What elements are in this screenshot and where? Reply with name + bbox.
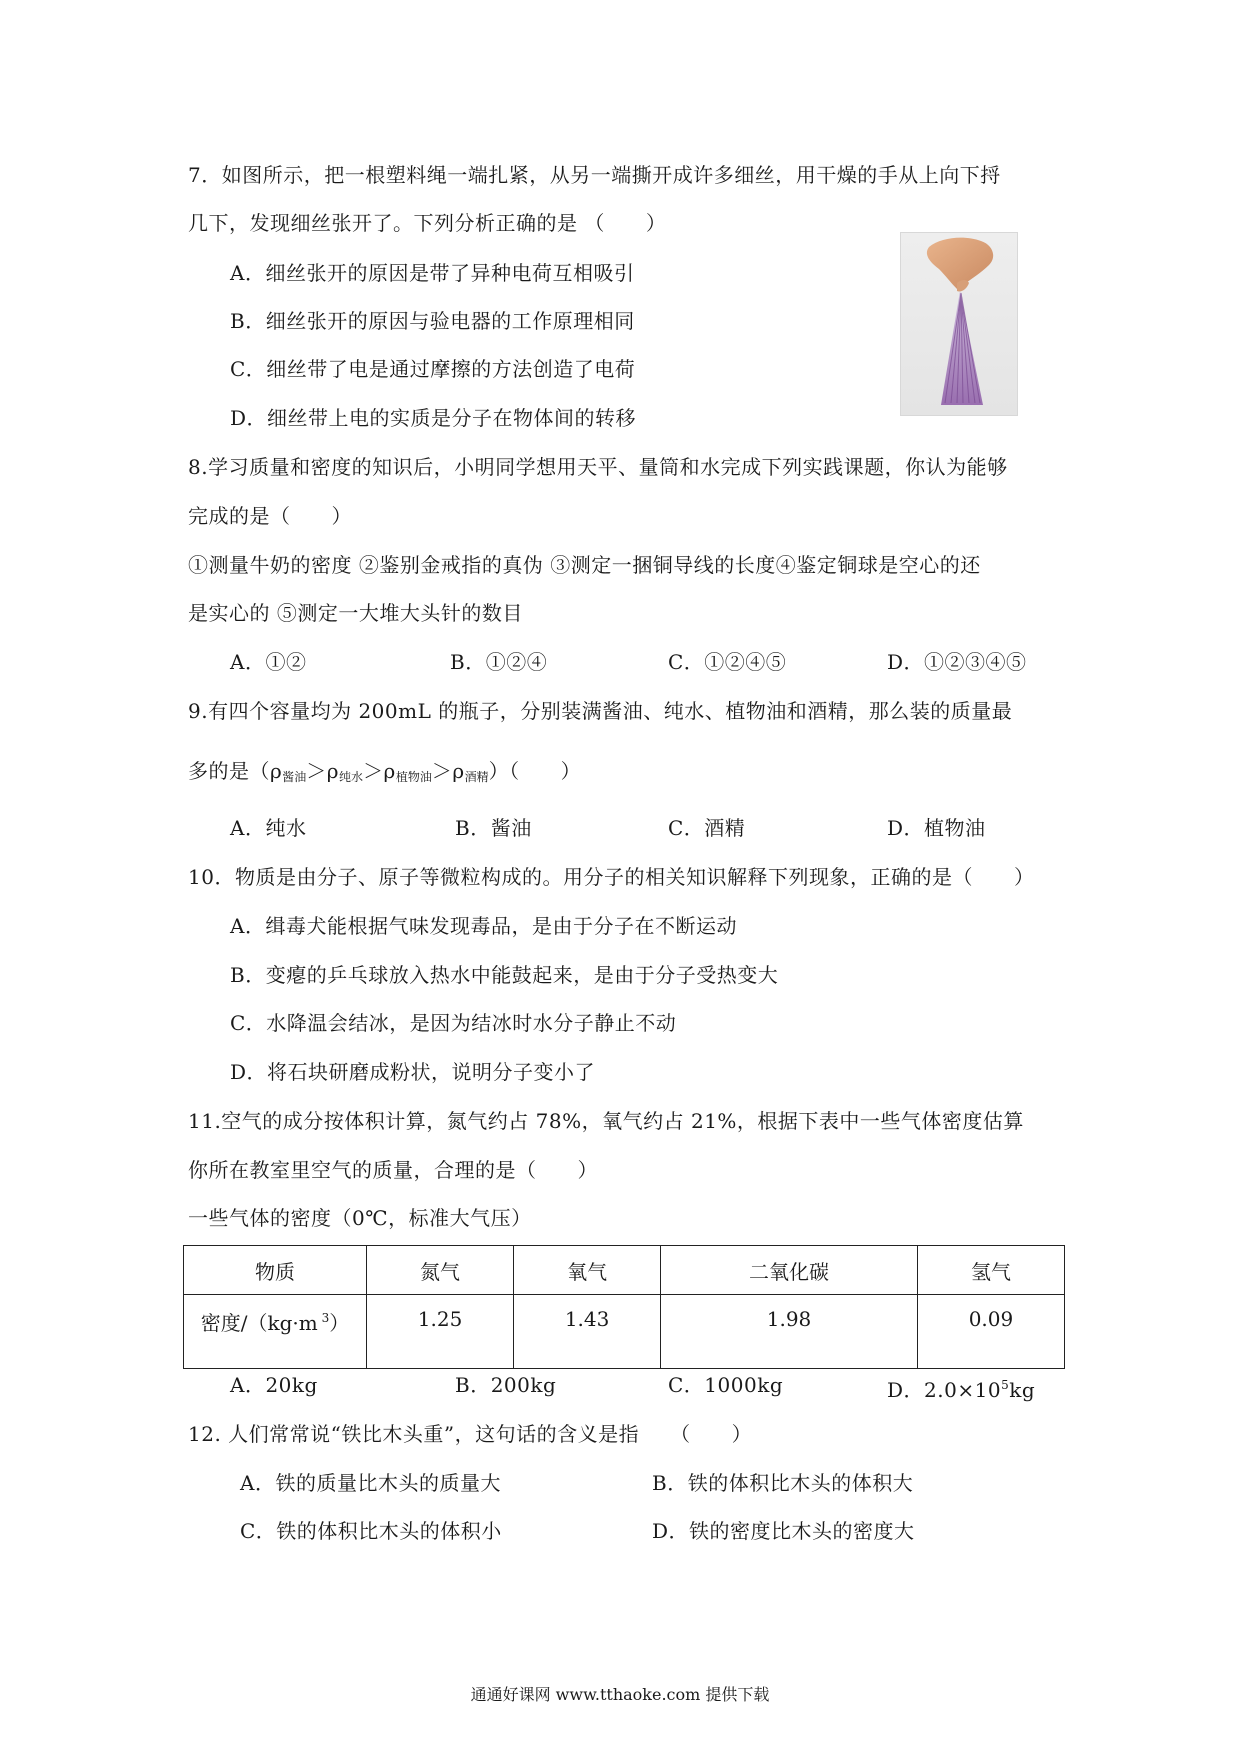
q7-option-d: D．细丝带上电的实质是分子在物体间的转移 [230, 406, 637, 430]
q10-option-c: C．水降温会结冰，是因为结冰时水分子静止不动 [230, 1011, 677, 1035]
q7-option-b: B．细丝张开的原因与验电器的工作原理相同 [230, 309, 635, 333]
q7-stem-line1: 7．如图所示，把一根塑料绳一端扎紧，从另一端撕开成许多细丝，用干燥的手从上向下捋 [188, 163, 1001, 187]
q12-option-b: B．铁的体积比木头的体积大 [652, 1471, 914, 1495]
q9-option-d: D．植物油 [887, 816, 986, 840]
q9-stem-line1: 9.有四个容量均为 200mL 的瓶子，分别装满酱油、纯水、植物油和酒精，那么装的质量最 [188, 699, 1013, 723]
q8-option-a: A．①② [230, 650, 307, 674]
q8-stem-line2: 完成的是（ ） [188, 504, 352, 528]
table-header-cell: 氧气 [514, 1246, 661, 1295]
table-cell: 1.43 [514, 1295, 661, 1369]
table-cell: 1.98 [661, 1295, 918, 1369]
table-header-row [184, 1246, 1065, 1295]
density-row-label: 密度/（kg·m $^3$） [184, 1295, 367, 1369]
table-header-cell: 物质 [184, 1246, 367, 1295]
q12-stem: 12. 人们常常说“铁比木头重”，这句话的含义是指 （ ） [188, 1422, 753, 1446]
table-cell: 0.09 [917, 1295, 1064, 1369]
q8-items-line1: ①测量牛奶的密度 ②鉴别金戒指的真伪 ③测定一捆铜导线的长度④鉴定铜球是空心的还 [188, 553, 981, 577]
q9-option-c: C．酒精 [668, 816, 746, 840]
q11-option-b: B．200kg [455, 1373, 557, 1397]
q8-stem-line1: 8.学习质量和密度的知识后，小明同学想用天平、量筒和水完成下列实践课题，你认为能够 [188, 455, 1008, 479]
q7-stem-line2: 几下，发现细丝张开了。下列分析正确的是 （ ） [188, 211, 667, 235]
q12-option-a: A．铁的质量比木头的质量大 [240, 1471, 501, 1495]
table-header-cell: 氢气 [917, 1246, 1064, 1295]
q12-option-c: C．铁的体积比木头的体积小 [240, 1519, 502, 1543]
q8-items-line2: 是实心的 ⑤测定一大堆大头针的数目 [188, 601, 523, 625]
table-row [184, 1295, 1065, 1369]
q9-option-a: A．纯水 [230, 816, 307, 840]
q11-option-d: D．$2.0\times 10^5kg$ [887, 1378, 1036, 1402]
page-footer: 通通好课网 www.tthaoke.com 提供下载 [470, 1685, 770, 1704]
gas-density-table [183, 1245, 1065, 1369]
table-header-cell: 氮气 [367, 1246, 514, 1295]
q11-option-a: A．20kg [230, 1373, 318, 1397]
q11-stem-line2: 你所在教室里空气的质量，合理的是（ ） [188, 1158, 598, 1182]
q8-option-d: D．①②③④⑤ [887, 650, 1027, 674]
q9-stem-line2: 多的是$(\rho_{酱油}>\rho_{纯水}>\rho_{植物油}>\rho_{酒精})$（ ） [188, 759, 582, 784]
q7-option-a: A．细丝张开的原因是带了异种电荷互相吸引 [230, 261, 635, 285]
q7-option-c: C．细丝带了电是通过摩擦的方法创造了电荷 [230, 357, 636, 381]
q8-option-c: C．①②④⑤ [668, 650, 787, 674]
table-cell: 1.25 [367, 1295, 514, 1369]
q10-stem: 10．物质是由分子、原子等微粒构成的。用分子的相关知识解释下列现象，正确的是（ ） [188, 865, 1035, 889]
table-header-cell: 二氧化碳 [661, 1246, 918, 1295]
q10-option-b: B．变瘪的乒乓球放入热水中能鼓起来，是由于分子受热变大 [230, 963, 779, 987]
plastic-rope-photo [900, 232, 1018, 416]
q9-option-b: B．酱油 [455, 816, 532, 840]
q12-option-d: D．铁的密度比木头的密度大 [652, 1519, 915, 1543]
q10-option-a: A．缉毒犬能根据气味发现毒品，是由于分子在不断运动 [230, 914, 737, 938]
q11-option-c: C．1000kg [668, 1373, 784, 1397]
q11-stem-line1: 11.空气的成分按体积计算，氮气约占 78%，氧气约占 21%，根据下表中一些气体密度估算 [188, 1109, 1024, 1133]
q10-option-d: D．将石块研磨成粉状，说明分子变小了 [230, 1060, 596, 1084]
q11-table-caption: 一些气体的密度（0℃，标准大气压） [188, 1206, 532, 1230]
q8-option-b: B．①②④ [450, 650, 548, 674]
